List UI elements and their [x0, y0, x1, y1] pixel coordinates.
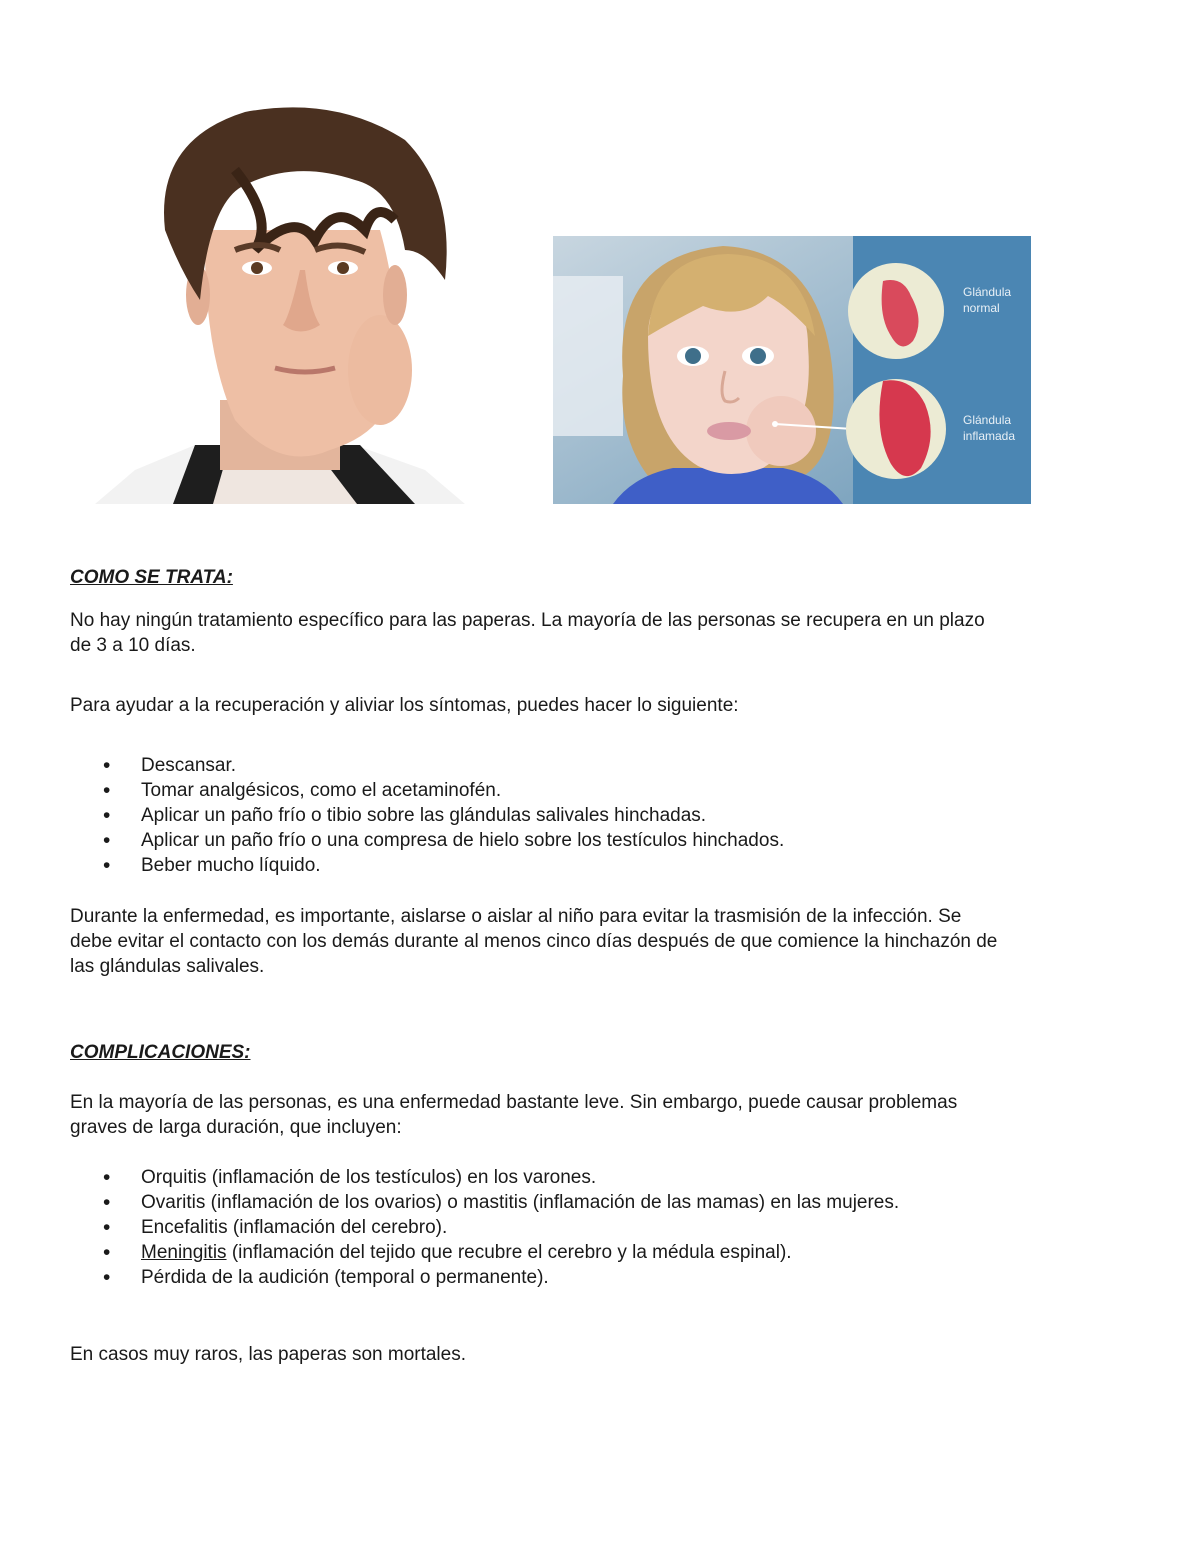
- treatment-help-text: Para ayudar a la recuperación y aliviar los síntomas, puedes hacer lo siguiente:: [70, 695, 739, 716]
- meningitis-description: (inflamación del tejido que recubre el cerebro y la médula espinal).: [226, 1242, 792, 1263]
- list-item: • Beber mucho líquido.: [70, 853, 1130, 878]
- isolation-line3: las glándulas salivales.: [70, 956, 265, 977]
- closing-text: En casos muy raros, las paperas son mortales.: [70, 1344, 467, 1365]
- list-item: • Orquitis (inflamación de los testículos) en los varones.: [70, 1165, 1130, 1190]
- treatment-heading: COMO SE TRATA:: [70, 567, 233, 588]
- complications-heading: COMPLICACIONES:: [70, 1042, 251, 1063]
- treatment-list: [70, 753, 1130, 878]
- complications-intro-line2: graves de larga duración, que incluyen:: [70, 1117, 402, 1138]
- label-normal-1: Glándula: [963, 285, 1012, 299]
- treatment-intro-line2: de 3 a 10 días.: [70, 635, 196, 656]
- isolation-line2: debe evitar el contacto con los demás durante al menos cinco días después de que comience la hinchazón de: [70, 931, 998, 952]
- label-inflamed-1: Glándula: [963, 413, 1012, 427]
- list-item: • Aplicar un paño frío o una compresa de hielo sobre los testículos hinchados.: [70, 828, 1130, 853]
- complications-list: [70, 1165, 1130, 1290]
- list-item: • Encefalitis (inflamación del cerebro).: [70, 1215, 1130, 1240]
- complications-intro-line1: En la mayoría de las personas, es una enfermedad bastante leve. Sin embargo, puede causar problemas: [70, 1092, 958, 1113]
- meningitis-link[interactable]: Meningitis: [141, 1242, 227, 1263]
- list-item-meningitis: [70, 1240, 1130, 1265]
- label-inflamed-2: inflamada: [963, 429, 1016, 443]
- list-item: • Pérdida de la audición (temporal o permanente).: [70, 1265, 1130, 1290]
- isolation-line1: Durante la enfermedad, es importante, aislarse o aislar al niño para evitar la trasmisión de la infección. Se: [70, 906, 962, 927]
- gland-illustration: [553, 236, 1031, 504]
- list-item: • Aplicar un paño frío o tibio sobre las glándulas salivales hinchadas.: [70, 803, 1130, 828]
- list-item: • Tomar analgésicos, como el acetaminofén.: [70, 778, 1130, 803]
- list-item: • Ovaritis (inflamación de los ovarios) o mastitis (inflamación de las mamas) en las mujeres.: [70, 1190, 1130, 1215]
- document-body: [70, 565, 1130, 1367]
- list-item: • Descansar.: [70, 753, 1130, 778]
- mumps-man-photo: [95, 100, 465, 504]
- label-normal-2: normal: [963, 301, 1000, 315]
- treatment-intro-line1: No hay ningún tratamiento específico para las paperas. La mayoría de las personas se recupera en un plazo: [70, 610, 985, 631]
